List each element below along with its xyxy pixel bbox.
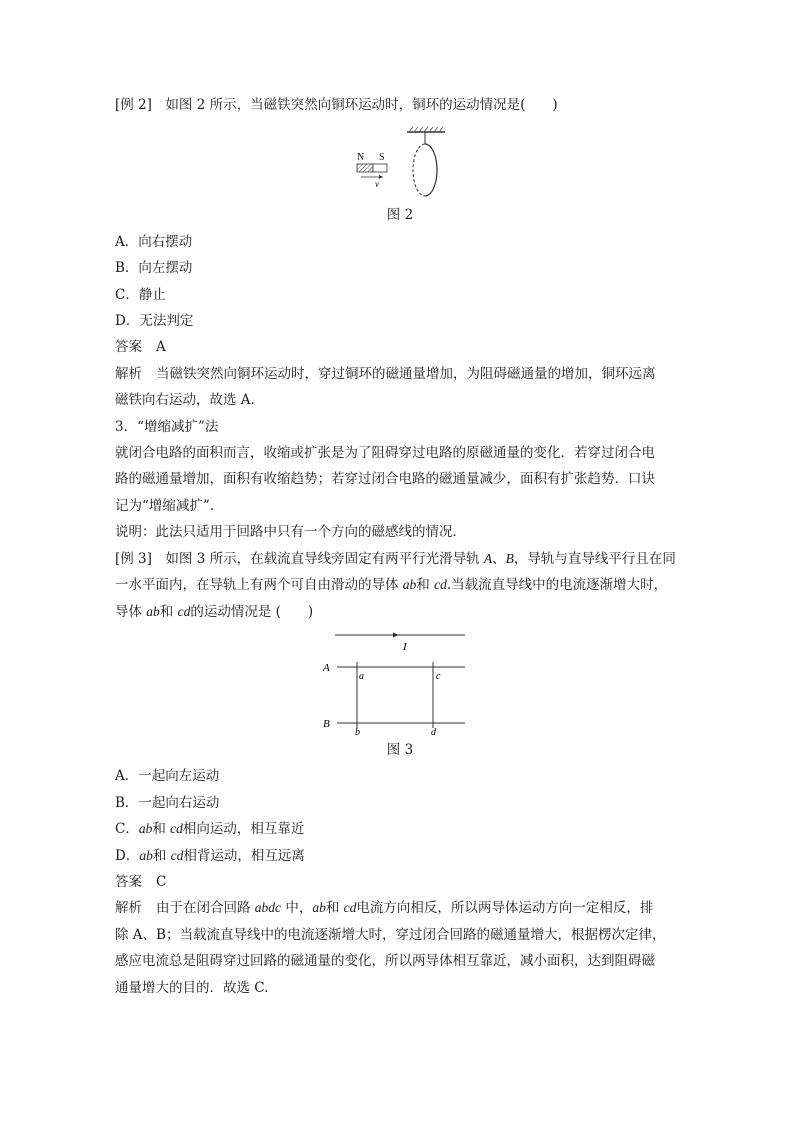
- label-b: b: [355, 726, 360, 737]
- magnet-ring-diagram: [345, 122, 455, 202]
- question-text: 和: [159, 603, 178, 620]
- answer-line: [115, 869, 685, 895]
- answer-value: A: [156, 339, 166, 356]
- option-text: 相背运动，相互远离: [183, 847, 305, 864]
- label-v: v: [375, 179, 379, 190]
- label-c: c: [436, 670, 441, 682]
- label-a: a: [359, 670, 364, 682]
- option-prefix: C．: [115, 821, 139, 838]
- var-cd: cd: [177, 603, 191, 619]
- answer-label: 答案: [115, 339, 142, 356]
- option-a: A．一起向左运动: [115, 768, 220, 785]
- question-text: .当载流直导线中的电流逐渐增大时，: [446, 577, 668, 594]
- var-cd: cd: [434, 577, 447, 593]
- answer-value: C: [156, 873, 167, 890]
- option-d: [115, 843, 685, 869]
- analysis-text: 除 A、B；当载流直导线中的电流逐渐增大时，穿过闭合回路的磁通量增大，根据楞次定律，: [115, 926, 666, 943]
- rails-diagram: [315, 627, 485, 737]
- option-b: B．向左摆动: [115, 260, 193, 277]
- question-text: 导体: [115, 603, 147, 620]
- option-c: [115, 816, 685, 842]
- question-text: 和: [416, 577, 435, 594]
- analysis-label: 解析: [115, 900, 142, 917]
- label-n: N: [357, 152, 365, 164]
- figure-2: [345, 122, 455, 202]
- option-text: 相向运动，相互靠近: [182, 821, 305, 838]
- section-heading: 3．“增缩减扩”法: [115, 418, 219, 435]
- answer-line: [115, 334, 685, 360]
- var-ab: ab: [138, 821, 153, 837]
- label-rail-a: A: [323, 661, 330, 674]
- body-text: 就闭合电路的面积而言，收缩或扩张是为了阻碍穿过电路的原磁通量的变化．若穿过闭合电: [115, 445, 655, 462]
- figure-3-caption: 图 3: [386, 741, 414, 758]
- question-text: 的运动情况是 ( ): [190, 603, 314, 620]
- note-text: 说明：此法只适用于回路中只有一个方向的磁感线的情况．: [115, 524, 466, 541]
- var-ab: ab: [312, 900, 326, 916]
- label-s: S: [379, 152, 385, 164]
- figure-2-caption: 图 2: [386, 207, 414, 224]
- analysis-text: 磁铁向右运动，故选 A.: [115, 392, 255, 409]
- option-a: A．向右摆动: [115, 233, 193, 250]
- var-cd: cd: [170, 821, 183, 837]
- analysis-line: [115, 895, 685, 921]
- var-abdc: abdc: [254, 900, 282, 916]
- analysis-text: 和: [325, 900, 344, 917]
- analysis-label: 解析: [115, 365, 142, 382]
- question-text: ，导轨与直导线平行且在同: [513, 550, 676, 567]
- body-text: 记为“增缩减扩”.: [115, 497, 215, 514]
- example-3-question: [115, 572, 685, 598]
- figure-3: [315, 627, 485, 737]
- option-text: 和: [152, 847, 171, 864]
- label-rail-b: B: [323, 717, 330, 730]
- var-cd: cd: [170, 847, 184, 863]
- separator: 、: [492, 550, 506, 567]
- analysis-text: 通量增大的目的．故选 C.: [115, 979, 269, 996]
- analysis-text: 感应电流总是阻碍穿过回路的磁通量的变化，所以两导体相互靠近，减小面积，达到阻碍磁: [115, 953, 655, 970]
- example-2-question: [例 2] 如图 2 所示，当磁铁突然向铜环运动时，铜环的运动情况是( ): [115, 97, 558, 113]
- var-ab: ab: [139, 847, 153, 863]
- example-3-question: [115, 546, 685, 572]
- analysis-line: [115, 361, 685, 387]
- option-prefix: D．: [115, 847, 140, 864]
- option-b: B．一起向右运动: [115, 794, 220, 811]
- var-ab: ab: [402, 577, 417, 593]
- question-text: 一水平面内，在导轨上有两个可自由滑动的导体: [115, 577, 403, 594]
- question-text: [例 3] 如图 3 所示，在载流直导线旁固定有两平行光滑导轨: [115, 550, 484, 567]
- answer-label: 答案: [115, 873, 142, 890]
- var-cd: cd: [343, 900, 357, 916]
- option-c: C．静止: [115, 286, 166, 303]
- body-text: 路的磁通量增加，面积有收缩趋势；若穿过闭合电路的磁通量减少，面积有扩张趋势．口诀: [115, 471, 655, 488]
- var-a: A: [483, 550, 493, 566]
- label-d: d: [431, 726, 436, 737]
- analysis-text: 由于在闭合回路: [156, 900, 255, 917]
- analysis-text: 电流方向相反，所以两导体运动方向一定相反，排: [356, 900, 654, 917]
- example-3-question: [115, 599, 685, 625]
- analysis-text: 中，: [281, 900, 313, 917]
- label-current: I: [403, 640, 407, 653]
- document-page: [115, 92, 685, 1001]
- var-b: B: [505, 550, 514, 566]
- analysis-text: 当磁铁突然向铜环运动时，穿过铜环的磁通量增加，为阻碍磁通量的增加，铜环远离: [156, 365, 656, 382]
- var-ab: ab: [146, 603, 160, 619]
- option-d: D．无法判定: [115, 313, 194, 330]
- option-text: 和: [152, 821, 171, 838]
